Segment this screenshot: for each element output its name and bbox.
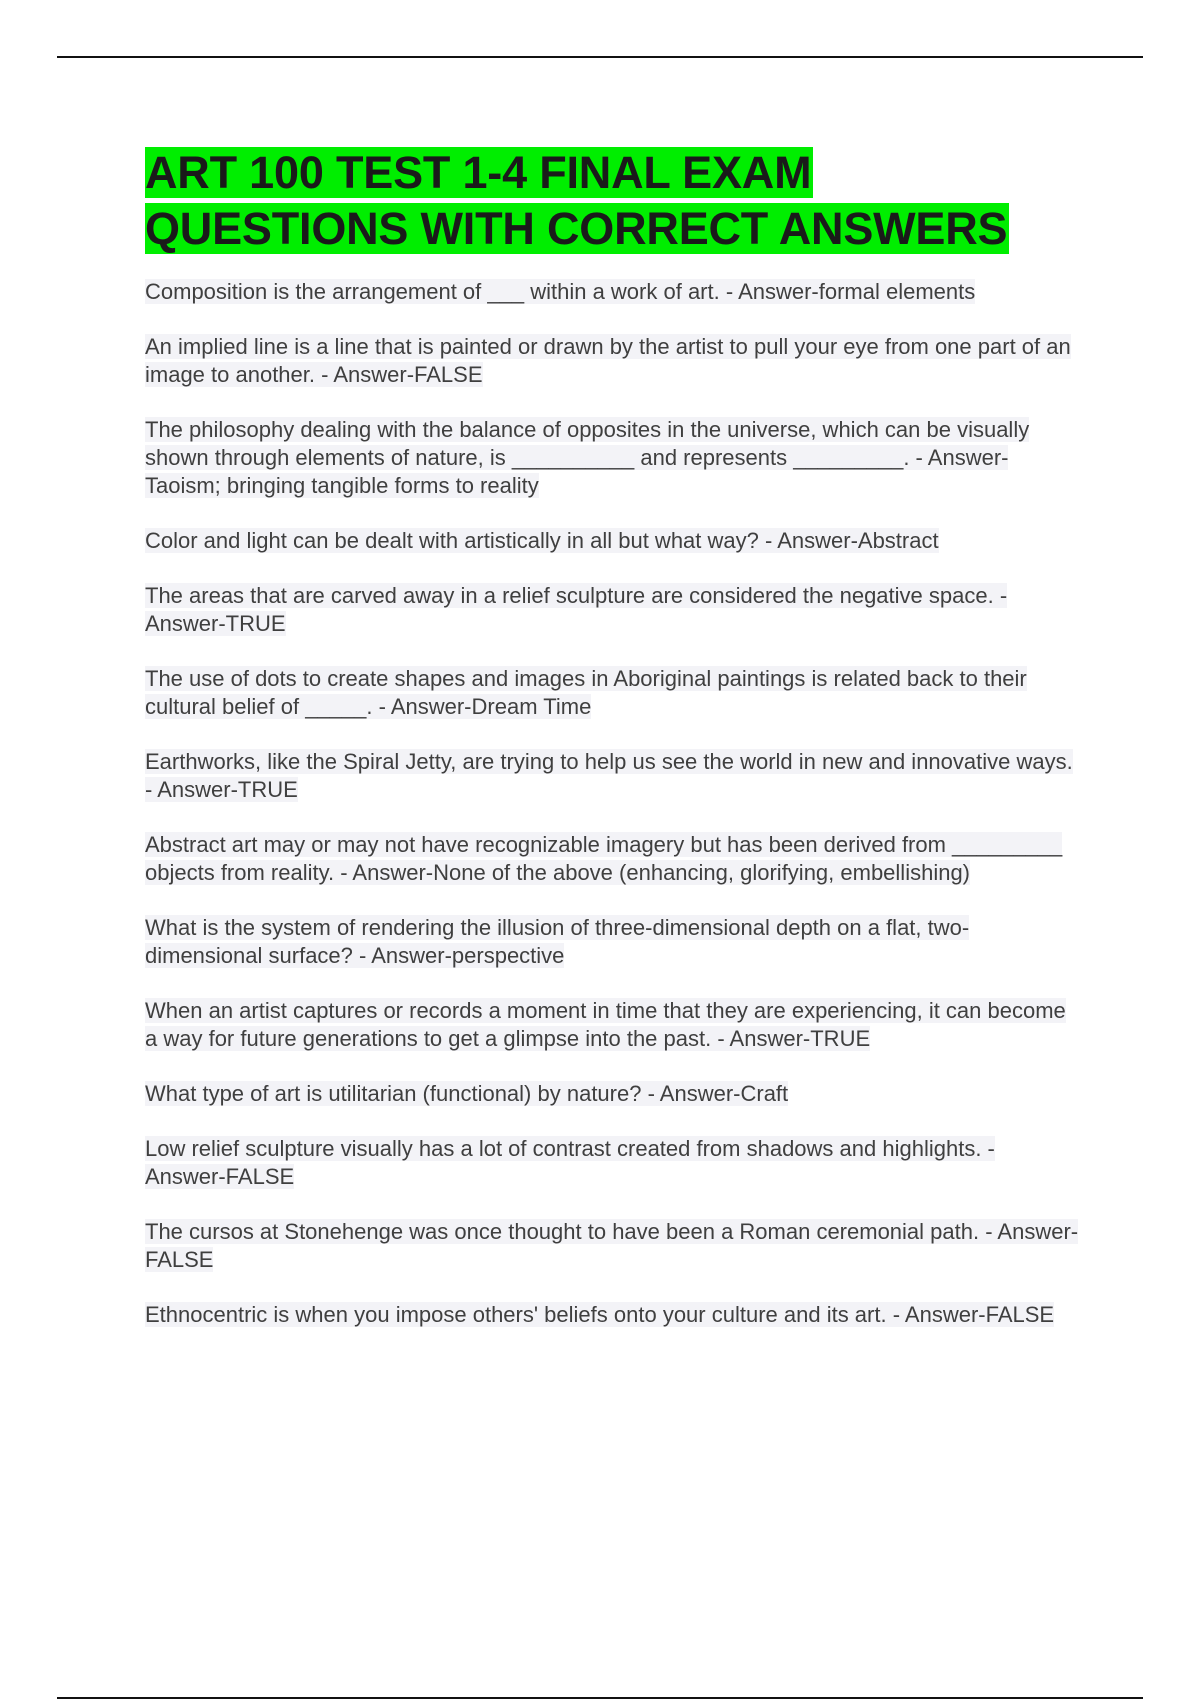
- question-text: When an artist captures or records a moment in time that they are experiencing, it can become a way for future generations to get a glimpse into the past. - Answer-TRUE: [145, 998, 1066, 1051]
- question-item: [145, 1080, 1080, 1108]
- question-item: [145, 1218, 1080, 1274]
- question-item: [145, 665, 1080, 721]
- question-text: The use of dots to create shapes and images in Aboriginal paintings is related back to their cultural belief of _____. - Answer-Dream Time: [145, 666, 1027, 719]
- question-item: [145, 527, 1080, 555]
- top-divider: [57, 56, 1143, 58]
- question-item: [145, 748, 1080, 804]
- title-line-2: QUESTIONS WITH CORRECT ANSWERS: [145, 203, 1008, 254]
- question-text: Composition is the arrangement of ___ within a work of art. - Answer-formal elements: [145, 279, 976, 304]
- question-list: [145, 278, 1080, 1329]
- title-line-1: ART 100 TEST 1-4 FINAL EXAM: [145, 147, 812, 198]
- question-text: An implied line is a line that is painted or drawn by the artist to pull your eye from one part of an image to another. - Answer-FALSE: [145, 334, 1071, 387]
- question-text: Color and light can be dealt with artistically in all but what way? - Answer-Abstract: [145, 528, 939, 553]
- question-item: [145, 1135, 1080, 1191]
- document-title: [145, 145, 1080, 257]
- question-text: What type of art is utilitarian (functional) by nature? - Answer-Craft: [145, 1081, 789, 1106]
- question-text: Low relief sculpture visually has a lot of contrast created from shadows and highlights. - Answer-FALSE: [145, 1136, 995, 1189]
- document-body: [145, 145, 1080, 1356]
- question-text: The cursos at Stonehenge was once thought to have been a Roman ceremonial path. - Answer-FALSE: [145, 1219, 1079, 1272]
- question-text: Ethnocentric is when you impose others' beliefs onto your culture and its art. - Answer-FALSE: [145, 1302, 1055, 1327]
- question-item: [145, 582, 1080, 638]
- question-item: [145, 914, 1080, 970]
- question-item: [145, 333, 1080, 389]
- question-item: [145, 831, 1080, 887]
- question-text: Abstract art may or may not have recognizable imagery but has been derived from _________ objects from reality. - Answer-None of the above (enhancing, glorifying, embellishing): [145, 832, 1063, 885]
- question-text: The philosophy dealing with the balance of opposites in the universe, which can be visually shown through elements of nature, is __________ and represents _________. - Answer-Taoism; bringing tangible forms to reality: [145, 417, 1030, 498]
- question-text: Earthworks, like the Spiral Jetty, are trying to help us see the world in new and innovative ways. - Answer-TRUE: [145, 749, 1073, 802]
- question-item: [145, 278, 1080, 306]
- question-item: [145, 416, 1080, 500]
- question-text: The areas that are carved away in a relief sculpture are considered the negative space. - Answer-TRUE: [145, 583, 1008, 636]
- question-item: [145, 1301, 1080, 1329]
- bottom-divider: [57, 1697, 1143, 1699]
- question-text: What is the system of rendering the illusion of three-dimensional depth on a flat, two-dimensional surface? - Answer-perspective: [145, 915, 970, 968]
- question-item: [145, 997, 1080, 1053]
